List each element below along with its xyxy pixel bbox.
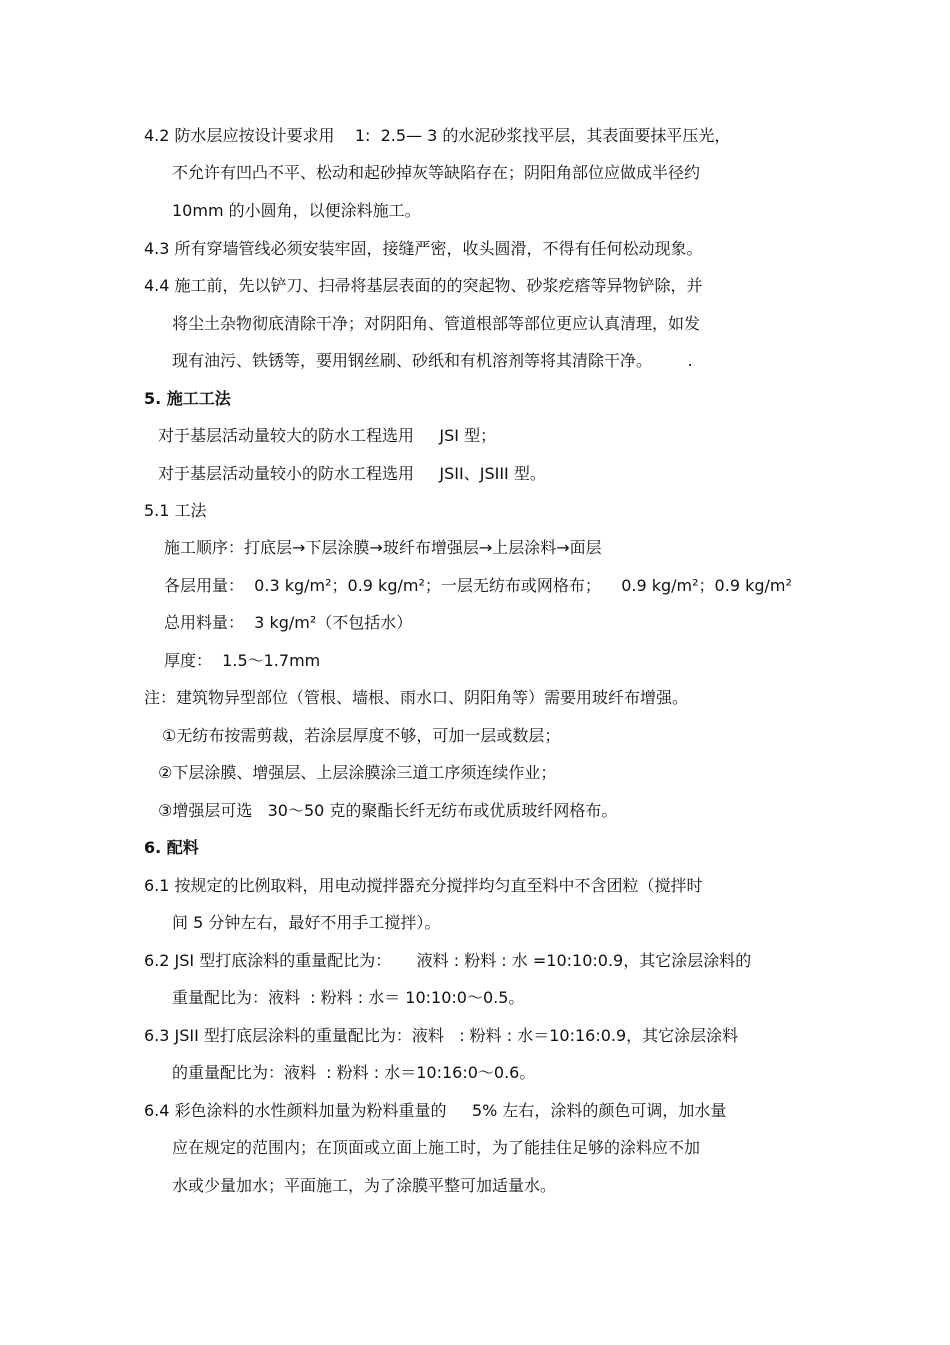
- text-line-5-a: 对于基层活动量较大的防水工程选用 JSI 型；: [158, 426, 497, 445]
- text-line-6-4-cont-2: 水或少量加水；平面施工，为了涂膜平整可加适量水。: [172, 1176, 557, 1195]
- subsection-heading-5-1: 5.1 工法: [144, 501, 207, 520]
- text-line-4-4-cont-1: 将尘土杂物彻底清除干净；对阴阳角、管道根部等部位更应认真清理，如发: [172, 314, 701, 333]
- text-line-note-1: ①无纺布按需剪裁，若涂层厚度不够，可加一层或数层；: [162, 726, 561, 745]
- text-line-note-3: ③增强层可选 30～50 克的聚酯长纤无纺布或优质玻纤网格布。: [158, 801, 618, 820]
- text-line-sequence: 施工顺序：打底层→下层涂膜→玻纤布增强层→上层涂料→面层: [164, 538, 602, 557]
- text-line-6-2: 6.2 JSI 型打底涂料的重量配比为： 液料 : 粉料 : 水 =10:10:0.9，其它涂层涂料的: [144, 951, 752, 970]
- text-line-4-3: 4.3 所有穿墙管线必须安装牢固，接缝严密，收头圆滑，不得有任何松动现象。: [144, 239, 703, 258]
- text-line-6-4-cont-1: 应在规定的范围内；在顶面或立面上施工时，为了能挂住足够的涂料应不加: [172, 1138, 701, 1157]
- text-line-6-3: 6.3 JSII 型打底层涂料的重量配比为：液料 : 粉料 : 水＝10:16:0.9，其它涂层涂料: [144, 1026, 739, 1045]
- text-line-4-4-cont-2: 现有油污、铁锈等，要用钢丝刷、砂纸和有机溶剂等将其清除干净。 .: [172, 351, 693, 370]
- text-line-4-2-cont-2: 10mm 的小圆角，以便涂料施工。: [172, 201, 421, 220]
- text-line-6-4: 6.4 彩色涂料的水性颜料加量为粉料重量的 5% 左右，涂料的颜色可调，加水量: [144, 1101, 727, 1120]
- text-line-4-4: 4.4 施工前，先以铲刀、扫帚将基层表面的的突起物、砂浆疙瘩等异物铲除，并: [144, 276, 703, 295]
- text-line-6-2-cont: 重量配比为：液料 : 粉料 : 水＝ 10:10:0～0.5。: [172, 988, 525, 1007]
- text-line-6-1-cont: 间 5 分钟左右，最好不用手工搅拌）。: [172, 913, 441, 932]
- text-line-4-2-cont-1: 不允许有凹凸不平、松动和起砂掉灰等缺陷存在；阴阳角部位应做成半径约: [172, 163, 701, 182]
- text-line-note-2: ②下层涂膜、增强层、上层涂膜涂三道工序须连续作业；: [158, 763, 557, 782]
- text-line-layer-usage: 各层用量： 0.3 kg/m²；0.9 kg/m²；一层无纺布或网格布； 0.9 kg/m²；0.9 kg/m²: [164, 576, 792, 595]
- text-line-note: 注：建筑物异型部位（管根、墙根、雨水口、阴阳角等）需要用玻纤布增强。: [144, 688, 689, 707]
- text-line-total-usage: 总用料量： 3 kg/m²（不包括水）: [164, 613, 413, 632]
- text-line-6-1: 6.1 按规定的比例取料，用电动搅拌器充分搅拌均匀直至料中不含团粒（搅拌时: [144, 876, 703, 895]
- section-heading-5: 5. 施工工法: [144, 389, 231, 408]
- text-line-6-3-cont: 的重量配比为：液料 : 粉料 : 水＝10:16:0～0.6。: [172, 1063, 536, 1082]
- text-line-4-2: 4.2 防水层应按设计要求用 1: 2.5— 3 的水泥砂浆找平层，其表面要抹平压光，: [144, 126, 731, 145]
- text-line-thickness: 厚度： 1.5～1.7mm: [164, 651, 321, 670]
- section-heading-6: 6. 配料: [144, 838, 199, 857]
- text-line-5-b: 对于基层活动量较小的防水工程选用 JSII、JSIII 型。: [158, 464, 546, 483]
